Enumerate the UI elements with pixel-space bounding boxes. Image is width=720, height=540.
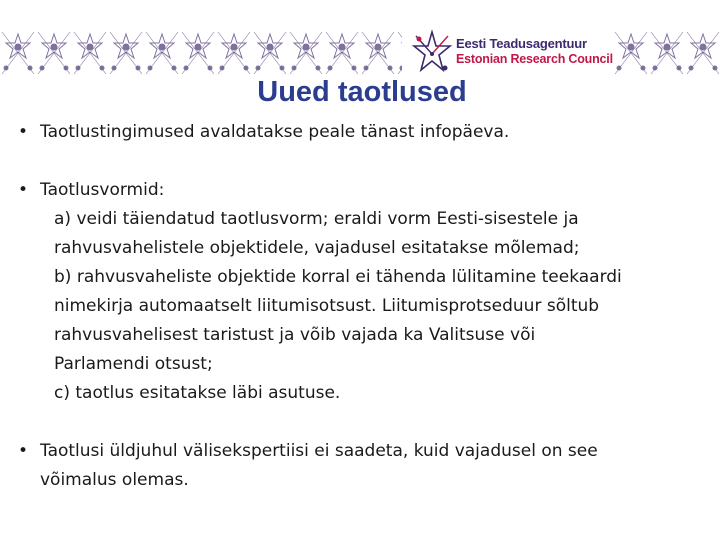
ornament-pattern-right-graphic: [613, 28, 720, 78]
bullet-item: [18, 437, 708, 495]
sub-item-line: b) rahvusvaheliste objektide korral ei tähenda lülitamine teekaardi: [54, 267, 622, 287]
slide-title: [0, 76, 720, 109]
ornament-star-tile: [182, 32, 214, 74]
bullet-symbol: •: [18, 180, 29, 200]
bullet-symbol: •: [18, 441, 29, 461]
estonian-research-council-logo: [410, 28, 613, 78]
bullet-item: [18, 176, 708, 408]
logo-text-english: Estonian Research Council: [456, 52, 613, 66]
slide-title-text: Uued taotlused: [257, 76, 467, 108]
ornament-star-tile: [615, 32, 647, 74]
ornament-star-tile: [146, 32, 178, 74]
bullet-spacer: [18, 408, 708, 437]
bullet-text: Taotlusvormid:: [40, 180, 165, 200]
ornament-star-tile: [326, 32, 358, 74]
ornament-star-tile: [362, 32, 394, 74]
ornament-star-tile: [398, 32, 402, 74]
ornament-pattern-left: [0, 28, 402, 78]
bullet-list: [18, 118, 708, 495]
ornament-star-tile: [687, 32, 719, 74]
bullet-spacer: [18, 147, 708, 176]
ornament-star-tile: [254, 32, 286, 74]
ornament-star-tile: [218, 32, 250, 74]
ornament-star-tile: [2, 32, 34, 74]
bullet-text: Taotlusi üldjuhul välisekspertiisi ei saadeta, kuid vajadusel on see: [40, 441, 598, 461]
bullet-symbol: •: [18, 122, 29, 142]
logo-star-icon: [410, 28, 454, 78]
sub-item-line: rahvusvahelistele objektidele, vajadusel esitatakse mõlemad;: [54, 238, 580, 258]
bullet-text-continuation: võimalus olemas.: [40, 470, 189, 490]
ornament-pattern-left-graphic: [0, 28, 402, 78]
bullet-text: Taotlustingimused avaldatakse peale tänast infopäeva.: [40, 122, 510, 142]
sub-item-line: a) veidi täiendatud taotlusvorm; eraldi vorm Eesti-sisestele ja: [54, 209, 579, 229]
sub-item-line: Parlamendi otsust;: [54, 354, 213, 374]
sub-item-line: rahvusvahelisest taristust ja võib vajada ka Valitsuse või: [54, 325, 536, 345]
bullet-item: [18, 118, 708, 147]
ornament-star-tile: [651, 32, 683, 74]
ornament-pattern-right: [613, 28, 720, 78]
ornament-star-tile: [290, 32, 322, 74]
ornament-star-tile: [74, 32, 106, 74]
ornament-star-tile: [110, 32, 142, 74]
header-band: [0, 28, 720, 78]
logo-text-estonian: Eesti Teadusagentuur: [456, 36, 587, 51]
ornament-star-tile: [38, 32, 70, 74]
sub-item-line: nimekirja automaatselt liitumisotsust. Liitumisprotseduur sõltub: [54, 296, 600, 316]
sub-item-line: c) taotlus esitatakse läbi asutuse.: [54, 383, 341, 403]
